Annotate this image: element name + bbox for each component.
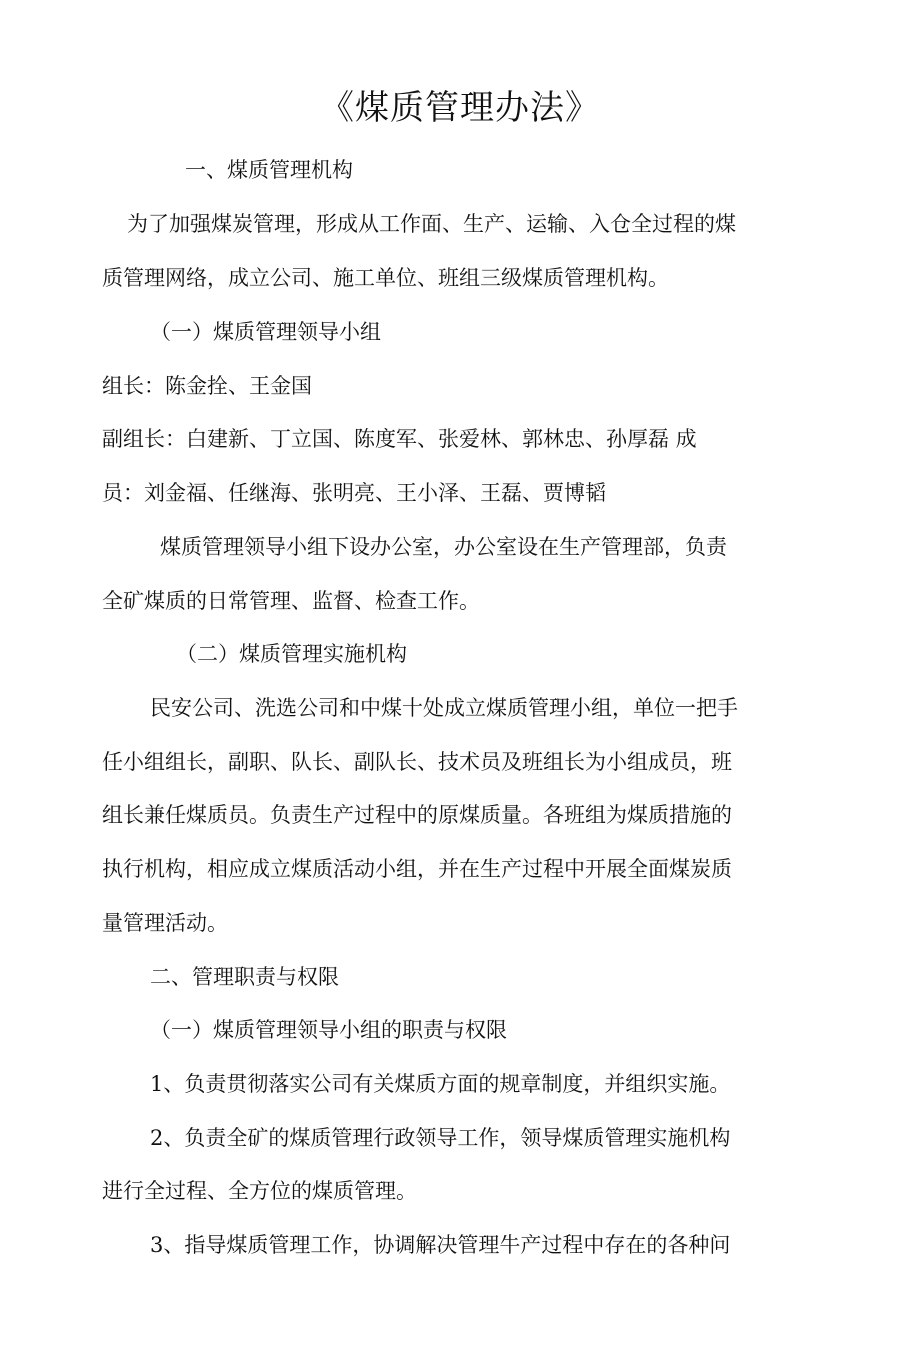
subsection-heading-2: （二）煤质管理实施机构	[176, 642, 407, 666]
group-members: 员：刘金福、任继海、张明亮、王小泽、王磊、贾博韬	[102, 481, 606, 505]
section-heading-1: 一、煤质管理机构	[185, 158, 353, 182]
subsection-heading-3: （一）煤质管理领导小组的职责与权限	[150, 1018, 507, 1042]
group-leaders: 组长：陈金拴、王金国	[102, 374, 312, 398]
list-item-1: 1、负责贯彻落实公司有关煤质方面的规章制度，并组织实施。	[150, 1072, 731, 1096]
paragraph-line: 执行机构，相应成立煤质活动小组，并在生产过程中开展全面煤炭质	[102, 857, 732, 881]
list-item-2-continued: 进行全过程、全方位的煤质管理。	[102, 1179, 417, 1203]
subsection-heading-1: （一）煤质管理领导小组	[150, 320, 381, 344]
paragraph-line: 量管理活动。	[102, 911, 228, 935]
paragraph-line: 质管理网络，成立公司、施工单位、班组三级煤质管理机构。	[102, 266, 669, 290]
paragraph-line: 民安公司、洗选公司和中煤十处成立煤质管理小组，单位一把手	[150, 696, 738, 720]
list-item-3: 3、指导煤质管理工作，协调解决管理牛产过程中存在的各种问	[150, 1233, 731, 1257]
document-title: 《煤质管理办法》	[320, 88, 600, 128]
paragraph-line: 煤质管理领导小组下设办公室，办公室设在生产管理部，负责	[160, 535, 727, 559]
paragraph-line: 全矿煤质的日常管理、监督、检查工作。	[102, 589, 480, 613]
paragraph-line: 为了加强煤炭管理，形成从工作面、生产、运输、入仓全过程的煤	[127, 212, 736, 236]
paragraph-line: 组长兼任煤质员。负责生产过程中的原煤质量。各班组为煤质措施的	[102, 803, 732, 827]
section-heading-2: 二、管理职责与权限	[150, 965, 339, 989]
paragraph-line: 任小组组长，副职、队长、副队长、技术员及班组长为小组成员，班	[102, 750, 732, 774]
list-item-2: 2、负责全矿的煤质管理行政领导工作，领导煤质管理实施机构	[150, 1126, 731, 1150]
group-deputy-leaders: 副组长：白建新、丁立国、陈度军、张爱林、郭林忠、孙厚磊 成	[102, 427, 697, 451]
